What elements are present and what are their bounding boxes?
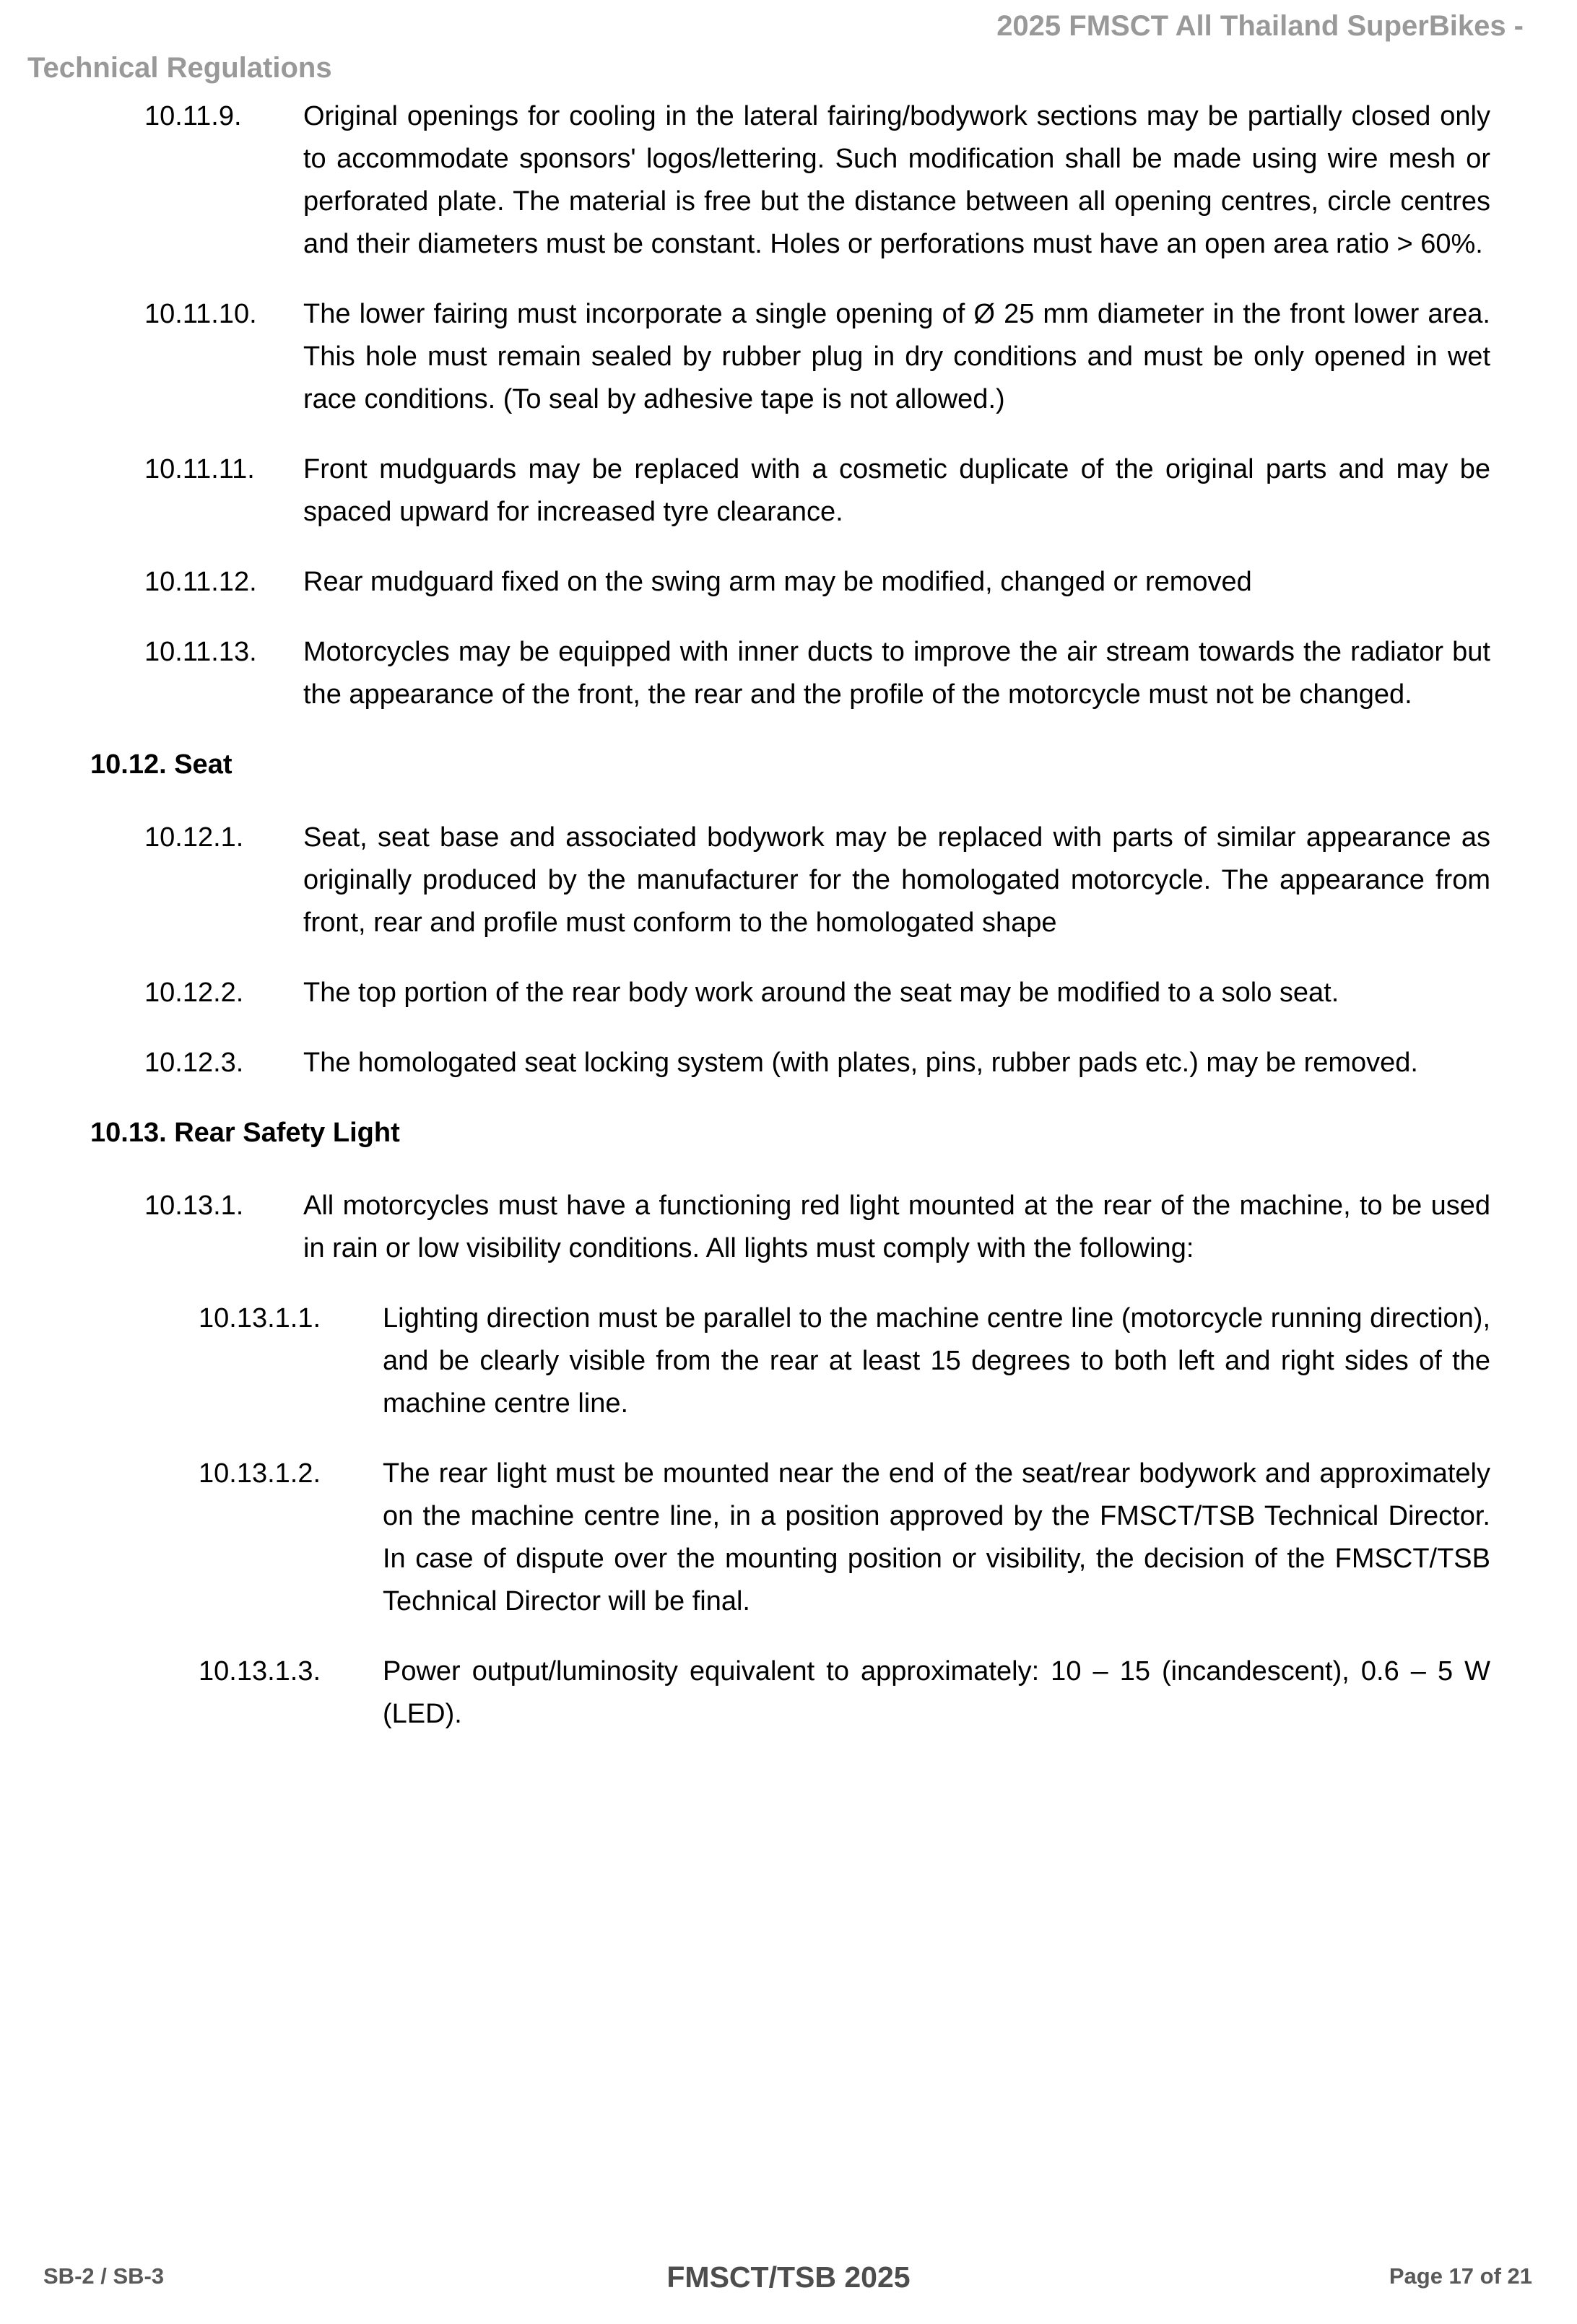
clause-number: 10.11.11. <box>144 454 255 484</box>
clause-item <box>0 631 1577 716</box>
header-title-left: Technical Regulations <box>27 52 332 84</box>
clause-number: 10.12.1. <box>144 822 244 853</box>
clause-number: 10.13.1.2. <box>199 1458 321 1489</box>
clause-text: Motorcycles may be equipped with inner ducts to improve the air stream towards the radiator but the appearance of the front, the rear and the profile of the motorcycle must not be changed. <box>303 637 1490 710</box>
clause-number: 10.13.1. <box>144 1191 244 1221</box>
clause-text: Front mudguards may be replaced with a cosmetic duplicate of the original parts and may be spaced upward for increased tyre clearance. <box>303 454 1490 527</box>
clause-item <box>0 817 1577 944</box>
clause-item <box>0 293 1577 421</box>
clause-text: The rear light must be mounted near the end of the seat/rear bodywork and approximately on the machine centre line, in a position approved by the FMSCT/TSB Technical Director. In case of dispute over the mounting position or visibility, the decision of the FMSCT/TSB Technical Director will be final. <box>383 1458 1490 1616</box>
clause-text: All motorcycles must have a functioning red light mounted at the rear of the machine, to be used in rain or low visibility conditions. All lights must comply with the following: <box>303 1191 1490 1263</box>
clause-number: 10.11.10. <box>144 299 257 329</box>
footer-org-label: FMSCT/TSB 2025 <box>666 2260 911 2294</box>
clause-number: 10.12.2. <box>144 978 244 1008</box>
section-heading: 10.13. Rear Safety Light <box>90 1118 400 1148</box>
clause-text: Power output/luminosity equivalent to approximately: 10 – 15 (incandescent), 0.6 – 5 W (LED). <box>383 1656 1490 1729</box>
clause-number: 10.11.12. <box>144 567 257 597</box>
clause-item <box>0 1042 1577 1084</box>
clause-text: The homologated seat locking system (with plates, pins, rubber pads etc.) may be removed. <box>303 1048 1418 1078</box>
clause-item <box>0 448 1577 534</box>
clause-item <box>0 1297 1577 1425</box>
clause-text: Rear mudguard fixed on the swing arm may be modified, changed or removed <box>303 567 1252 597</box>
clause-number: 10.11.13. <box>144 637 257 667</box>
clause-text: The lower fairing must incorporate a single opening of Ø 25 mm diameter in the front lower area. This hole must remain sealed by rubber plug in dry conditions and must be only opened in wet race conditions. (To seal by adhesive tape is not allowed.) <box>303 299 1490 414</box>
clause-text: The top portion of the rear body work around the seat may be modified to a solo seat. <box>303 978 1339 1008</box>
clause-item <box>0 95 1577 266</box>
clause-item <box>0 1185 1577 1270</box>
clause-number: 10.13.1.1. <box>199 1303 321 1333</box>
page-footer <box>0 2260 1577 2304</box>
clause-item <box>0 561 1577 604</box>
footer-page-number: Page 17 of 21 <box>1389 2263 1532 2289</box>
section-heading: 10.12. Seat <box>90 749 233 780</box>
clause-item <box>0 972 1577 1014</box>
clause-item <box>0 1453 1577 1623</box>
document-body <box>0 95 1577 1763</box>
clause-text: Seat, seat base and associated bodywork may be replaced with parts of similar appearance as originally produced by the manufacturer for the homologated motorcycle. The appearance from front, rear and profile must conform to the homologated shape <box>303 822 1490 938</box>
footer-class-label: SB-2 / SB-3 <box>43 2263 165 2289</box>
clause-text: Original openings for cooling in the lateral fairing/bodywork sections may be partially closed only to accommodate sponsors' logos/lettering. Such modification shall be made using wire mesh or perforated plate. The material is free but the distance between all opening centres, circle centres and their diameters must be constant. Holes or perforations must have an open area ratio > 60%. <box>303 101 1490 259</box>
clause-number: 10.13.1.3. <box>199 1656 321 1687</box>
clause-item <box>0 1650 1577 1736</box>
clause-number: 10.11.9. <box>144 101 242 131</box>
page-header <box>0 0 1577 101</box>
clause-number: 10.12.3. <box>144 1048 244 1078</box>
clause-text: Lighting direction must be parallel to the machine centre line (motorcycle running direction), and be clearly visible from the rear at least 15 degrees to both left and right sides of the machine centre line. <box>383 1303 1490 1419</box>
header-title-right: 2025 FMSCT All Thailand SuperBikes - <box>996 10 1524 42</box>
